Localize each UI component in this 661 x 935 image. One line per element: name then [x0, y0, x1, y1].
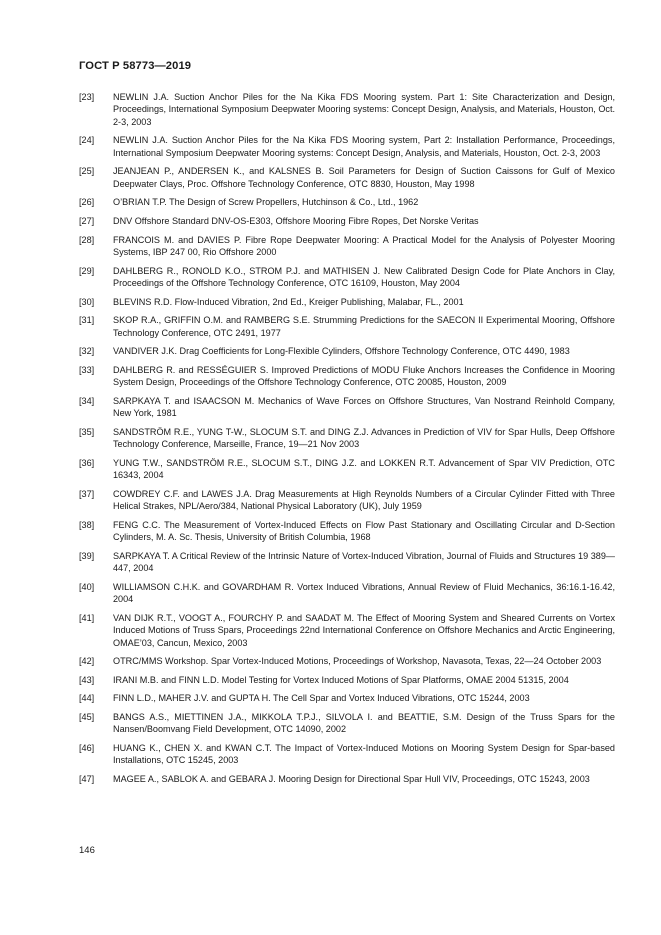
reference-item — [79, 265, 615, 290]
reference-text: FENG C.C. The Measurement of Vortex-Induced Effects on Flow Past Stationary and Oscillating Circular and D-Section Cylinders, M. A. Sc. Thesis, University of British Columbia, 1968 — [113, 519, 615, 543]
reference-number: [25] — [79, 166, 95, 177]
reference-text: FRANCOIS M. and DAVIES P. Fibre Rope Deepwater Mooring: A Practical Model for the Analysis of Polyester Mooring Systems, IBP 247 00, Rio Offshore 2000 — [113, 234, 615, 257]
reference-text: BLEVINS R.D. Flow-Induced Vibration, 2nd Ed., Kreiger Publishing, Malabar, FL., 2001 — [113, 296, 464, 307]
page-number: 146 — [79, 845, 95, 856]
reference-number: [45] — [79, 711, 95, 722]
reference-item — [79, 165, 615, 190]
reference-text: O’BRIAN T.P. The Design of Screw Propellers, Hutchinson & Co., Ltd., 1962 — [113, 197, 419, 208]
reference-item — [79, 345, 615, 357]
reference-number: [28] — [79, 234, 95, 245]
reference-item — [79, 91, 615, 128]
reference-number: [33] — [79, 364, 95, 375]
reference-text: COWDREY C.F. and LAWES J.A. Drag Measurements at High Reynolds Numbers of a Circular Cylinder Fitted with Three Helical Strakes, NPL/Aero/384, National Physical Laboratory (UK), July 1959 — [113, 488, 615, 512]
reference-number: [34] — [79, 395, 95, 406]
reference-text: SARPKAYA T. and ISAACSON M. Mechanics of Wave Forces on Offshore Structures, Van Nostrand Reinhold Company, New York, 1981 — [113, 395, 615, 419]
reference-number: [40] — [79, 581, 95, 592]
reference-item — [79, 296, 615, 308]
reference-number: [32] — [79, 346, 95, 357]
reference-number: [35] — [79, 426, 95, 437]
reference-item — [79, 457, 615, 482]
reference-text: VANDIVER J.K. Drag Coefficients for Long-Flexible Cylinders, Offshore Technology Conference, OTC 4490, 1983 — [113, 346, 570, 357]
reference-item — [79, 581, 615, 606]
reference-item — [79, 395, 615, 420]
reference-item — [79, 773, 615, 785]
reference-text: NEWLIN J.A. Suction Anchor Piles for the Na Kika FDS Mooring system, Part 2: Installation Performance, Proceedings, International Symposium Deepwater Mooring systems: Concept Design, Analysis, and Materials, Houston, Oct. 2-3, 2003 — [113, 135, 615, 158]
reference-text: SKOP R.A., GRIFFIN O.M. and RAMBERG S.E. Strumming Predictions for the SAECON II Experimental Mooring, Offshore Technology Conference, OTC 2491, 1977 — [113, 315, 615, 338]
reference-number: [26] — [79, 197, 95, 208]
reference-item — [79, 612, 615, 649]
reference-text: HUANG K., CHEN X. and KWAN C.T. The Impact of Vortex-Induced Motions on Mooring System Design for Spar-based Installations, OTC 15245, 2003 — [113, 742, 615, 766]
reference-number: [38] — [79, 519, 95, 530]
reference-number: [30] — [79, 296, 95, 307]
reference-number: [31] — [79, 315, 95, 326]
reference-item — [79, 692, 615, 704]
reference-text: NEWLIN J.A. Suction Anchor Piles for the Na Kika FDS Mooring system. Part 1: Site Characterization and Design, Proceedings, International Symposium Deepwater Mooring systems: Concept Design, Analysis, and Materials, Houston, Oct. 2-3, 2003 — [113, 92, 615, 127]
reference-item — [79, 134, 615, 159]
reference-number: [37] — [79, 488, 95, 499]
reference-item — [79, 674, 615, 686]
reference-text: IRANI M.B. and FINN L.D. Model Testing for Vortex Induced Motions of Spar Platforms, OMAE 2004 51315, 2004 — [113, 674, 569, 685]
reference-item — [79, 519, 615, 544]
reference-text: DAHLBERG R. and RESSÉGUIER S. Improved Predictions of MODU Fluke Anchors Increases the Confidence in Mooring System Design, Proceedings of the Offshore Technology Conference, OTC 20085, Houston, 2009 — [113, 364, 615, 388]
reference-number: [39] — [79, 550, 95, 561]
reference-text: YUNG T.W., SANDSTRÖM R.E., SLOCUM S.T., DING J.Z. and LOKKEN R.T. Advancement of Spar VIV Prediction, OTC 16343, 2004 — [113, 457, 615, 481]
reference-number: [23] — [79, 92, 95, 102]
reference-number: [36] — [79, 457, 95, 468]
reference-number: [29] — [79, 265, 95, 276]
reference-number: [47] — [79, 773, 95, 784]
reference-text: DAHLBERG R., RONOLD K.O., STROM P.J. and MATHISEN J. New Calibrated Design Code for Plate Anchors in Clay, Proceedings of the Offshore Technology Conference, OTC 16109, Houston, May 2004 — [113, 265, 615, 288]
reference-item — [79, 215, 615, 227]
reference-item — [79, 655, 615, 667]
reference-text: DNV Offshore Standard DNV-OS-E303, Offshore Mooring Fibre Ropes, Det Norske Veritas — [113, 216, 479, 226]
reference-number: [27] — [79, 216, 95, 226]
reference-number: [42] — [79, 656, 95, 667]
reference-item — [79, 711, 615, 736]
reference-item — [79, 488, 615, 513]
reference-list — [79, 91, 615, 792]
reference-item — [79, 364, 615, 389]
reference-number: [44] — [79, 693, 95, 704]
reference-item — [79, 550, 615, 575]
reference-number: [24] — [79, 135, 95, 146]
reference-text: SARPKAYA T. A Critical Review of the Intrinsic Nature of Vortex-Induced Vibration, Journal of Fluids and Structures 19 389—447, 2004 — [113, 550, 615, 574]
reference-item — [79, 234, 615, 259]
reference-item — [79, 196, 615, 208]
document-standard-header: ГОСТ Р 58773—2019 — [79, 60, 192, 72]
reference-text: VAN DIJK R.T., VOOGT A., FOURCHY P. and SAADAT M. The Effect of Mooring System and Sheared Currents on Vortex Induced Motions of Truss Spars, Proceedings 22nd International Conference on Offshore Mechanics and Arctic Engineering, OMAE’03, Cancun, Mexico, 2003 — [113, 612, 615, 648]
reference-number: [46] — [79, 742, 95, 753]
reference-item — [79, 314, 615, 339]
reference-number: [41] — [79, 612, 95, 623]
reference-number: [43] — [79, 674, 95, 685]
reference-text: MAGEE A., SABLOK A. and GEBARA J. Mooring Design for Directional Spar Hull VIV, Proceedings, OTC 15243, 2003 — [113, 773, 590, 784]
reference-text: OTRC/MMS Workshop. Spar Vortex-Induced Motions, Proceedings of Workshop, Navasota, Texas, 22—24 October 2003 — [113, 656, 602, 667]
reference-item — [79, 742, 615, 767]
reference-text: BANGS A.S., MIETTINEN J.A., MIKKOLA T.P.J., SILVOLA I. and BEATTIE, S.M. Design of the Truss Spars for the Nansen/Boomvang Field Development, OTC 14090, 2002 — [113, 711, 615, 735]
reference-text: WILLIAMSON C.H.K. and GOVARDHAM R. Vortex Induced Vibrations, Annual Review of Fluid Mechanics, 36:16.1-16.42, 2004 — [113, 581, 615, 605]
reference-text: JEANJEAN P., ANDERSEN K., and KALSNES B. Soil Parameters for Design of Suction Caissons for Gulf of Mexico Deepwater Clays, Proc. Offshore Technology Conference, OTC 8830, Houston, May 1998 — [113, 166, 615, 189]
reference-text: FINN L.D., MAHER J.V. and GUPTA H. The Cell Spar and Vortex Induced Vibrations, OTC 15244, 2003 — [113, 693, 530, 704]
reference-item — [79, 426, 615, 451]
reference-text: SANDSTRÖM R.E., YUNG T-W., SLOCUM S.T. and DING Z.J. Advances in Prediction of VIV for Spar Hulls, Deep Offshore Technology Conference, Marseille, France, 19—21 Nov 2003 — [113, 426, 615, 450]
